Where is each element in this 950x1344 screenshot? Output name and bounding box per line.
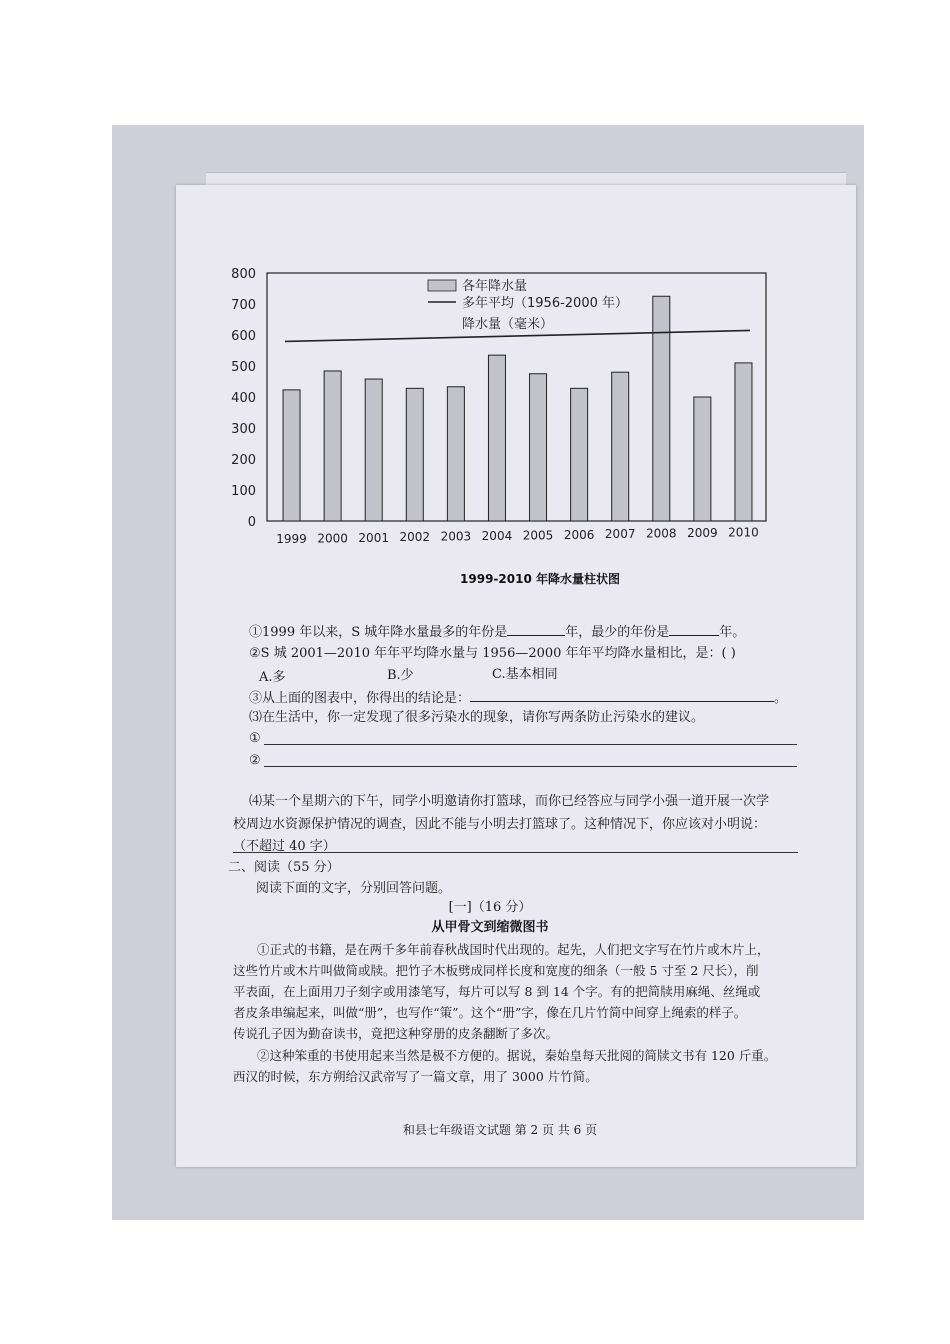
question-3-text: ③从上面的图表中，你得出的结论是： [249, 691, 471, 706]
average-reference-line [285, 330, 750, 341]
question-5-line-2: 校周边水资源保护情况的调查，因此不能与小明去打篮球了。这种情况下，你应该对小明说： [233, 817, 767, 832]
option-b: B.少 [387, 668, 414, 683]
x-tick-label: 2000 [317, 531, 348, 546]
article-title: 从甲骨文到缩微图书 [431, 920, 549, 935]
y-tick-label: 700 [231, 298, 256, 313]
bar-2003 [447, 387, 464, 521]
x-tick-label: 2009 [687, 526, 718, 540]
paragraph-1-line-1: ①正式的书籍，是在两千多年前春秋战国时代出现的。起先，人们把文字写在竹片或木片上， [257, 942, 770, 957]
x-tick-label: 2010 [728, 525, 759, 540]
legend-bar-label: 各年降水量 [462, 279, 528, 294]
y-tick-label: 0 [247, 515, 256, 530]
page-footer: 和县七年级语文试题 第 2 页 共 6 页 [402, 1123, 598, 1137]
section-heading: 二、阅读（55 分） [228, 860, 340, 875]
y-tick-label: 800 [231, 267, 256, 282]
y-tick-label: 100 [231, 484, 256, 499]
bar-2009 [694, 397, 711, 521]
answer-line-question-5[interactable] [233, 852, 798, 853]
paragraph-1-line-5: 传说孔子因为勤奋读书，竟把这种穿册的皮条翻断了多次。 [233, 1026, 559, 1041]
question-1 [249, 621, 745, 640]
bar-2007 [612, 372, 629, 521]
x-tick-label: 2001 [358, 530, 389, 545]
legend-line-label: 多年平均（1956-2000 年） [462, 296, 628, 311]
question-2: ②S 城 2001—2010 年年平均降水量与 1956—2000 年年平均降水量相比，是：( ) [249, 646, 736, 661]
option-c: C.基本相同 [492, 667, 558, 682]
precipitation-bar-chart [0, 0, 950, 600]
x-tick-label: 2005 [522, 528, 554, 543]
question-3-end: 。 [774, 691, 788, 706]
suggestion-2-marker: ② [249, 753, 261, 768]
answer-blank-max-year[interactable] [507, 623, 565, 636]
paragraph-2-line-1: ②这种笨重的书使用起来当然是极不方便的。据说，秦始皇每天批阅的简牍文书有 120 斤重。 [257, 1048, 777, 1063]
y-tick-label: 500 [231, 360, 256, 375]
question-5-line-3: （不超过 40 字） [233, 839, 336, 854]
bar-2008 [653, 296, 670, 521]
question-5-line-1: ⑷某一个星期六的下午，同学小明邀请你打篮球，而你已经答应与同学小强一道开展一次学 [249, 794, 770, 809]
x-tick-label: 2006 [563, 527, 595, 542]
x-tick-label: 2004 [481, 529, 513, 543]
question-1-mid: 年，最少的年份是 [565, 625, 670, 640]
bar-1999 [283, 390, 300, 521]
y-tick-label: 300 [231, 422, 256, 437]
reading-part-label: [一]（16 分） [448, 900, 532, 915]
bar-2010 [735, 363, 752, 521]
paragraph-1-line-4: 者皮条串编起来，叫做“册”，也写作“策”。这个“册”字，像在几片竹简中间穿上绳索的样子。 [233, 1005, 747, 1020]
option-a: A.多 [259, 670, 286, 685]
bar-2005 [530, 374, 547, 521]
bar-2002 [406, 388, 423, 521]
x-tick-label: 1999 [276, 532, 307, 546]
y-tick-label: 200 [231, 453, 256, 468]
question-4: ⑶在生活中，你一定发现了很多污染水的现象，请你写两条防止污染水的建议。 [249, 710, 705, 725]
legend-bar-swatch [428, 280, 456, 291]
x-axis-labels [276, 525, 758, 546]
paragraph-2-line-2: 西汉的时候，东方朔给汉武帝写了一篇文章，用了 3000 片竹简。 [233, 1069, 598, 1084]
paragraph-1-line-3: 平表面，在上面用刀子刻字或用漆笔写，每片可以写 8 到 14 个字。有的把简牍用麻绳、丝绳或 [233, 984, 761, 999]
question-1-text: ①1999 年以来，S 城年降水量最多的年份是 [249, 625, 508, 640]
reading-instruction: 阅读下面的文字，分别回答问题。 [256, 881, 452, 896]
y-tick-label: 400 [231, 391, 256, 406]
chart-title: 1999-2010 年降水量柱状图 [460, 572, 620, 586]
x-tick-label: 2002 [399, 530, 431, 545]
question-1-end: 年。 [719, 625, 746, 640]
bar-2006 [571, 388, 588, 521]
x-tick-label: 2007 [604, 527, 636, 542]
paragraph-1-line-2: 这些竹片或木片叫做简或牍。把竹子木板劈成同样长度和宽度的细条（一般 5 寸至 2 尺长），削 [233, 963, 759, 978]
bar-2004 [488, 355, 505, 521]
answer-blank-conclusion[interactable] [470, 689, 774, 702]
y-tick-label: 600 [231, 329, 256, 344]
x-tick-label: 2003 [440, 529, 472, 544]
chart-legend [428, 278, 628, 332]
y-axis-title: 降水量（毫米） [462, 317, 554, 332]
x-tick-label: 2008 [646, 526, 677, 541]
answer-line-suggestion-2[interactable] [264, 766, 797, 767]
answer-blank-min-year[interactable] [669, 623, 719, 636]
y-axis [231, 267, 256, 530]
bar-2000 [324, 371, 341, 521]
question-3 [249, 687, 787, 706]
bar-2001 [365, 379, 382, 521]
suggestion-1-marker: ① [249, 731, 261, 746]
answer-line-suggestion-1[interactable] [264, 744, 797, 745]
